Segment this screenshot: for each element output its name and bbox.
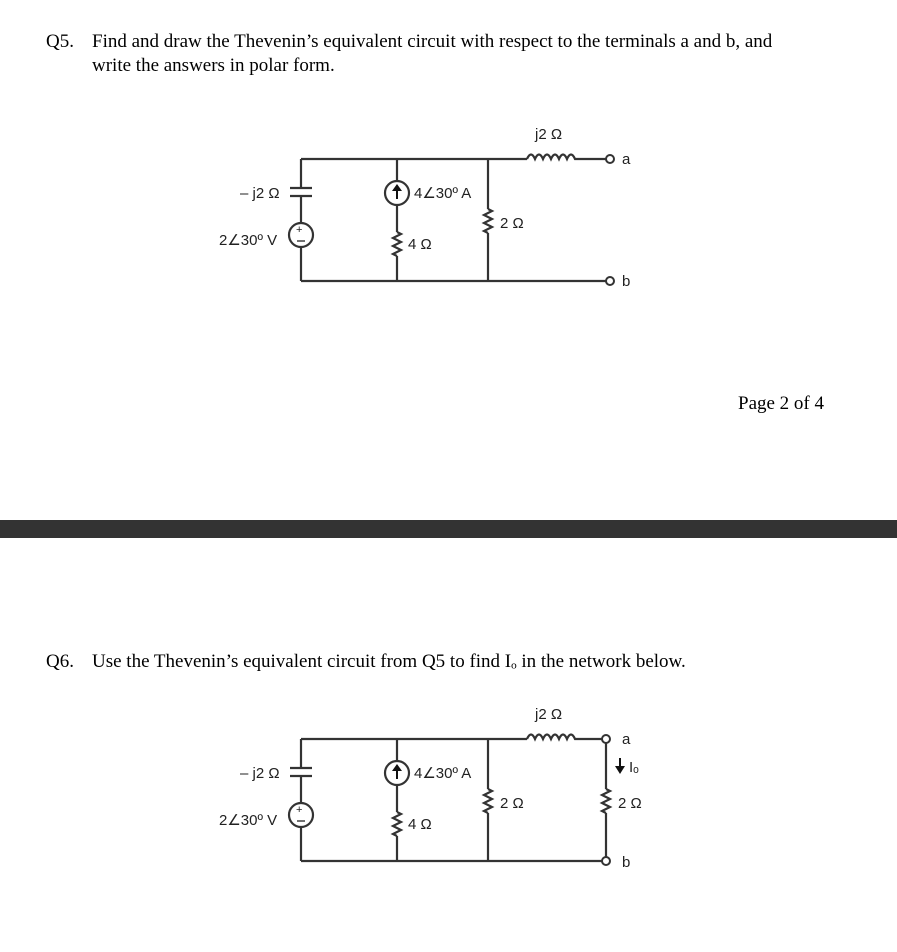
question-5-line-2: write the answers in polar form.	[92, 55, 335, 76]
q6-voltage-source	[289, 803, 313, 827]
page-separator	[0, 520, 897, 538]
q5-capacitor-label: – j2 Ω	[240, 185, 280, 202]
q5-inductor-label: j2 Ω	[535, 126, 563, 143]
q6-current-label: Iₒ	[629, 759, 639, 776]
page-number: Page 2 of 4	[738, 393, 825, 414]
q5-resistor-2	[484, 209, 492, 233]
q5-capacitor	[290, 188, 312, 196]
q6-terminal-a-node	[602, 735, 610, 743]
q6-resistor-4-label: 4 Ω	[408, 816, 432, 833]
q6-resistor-2	[484, 789, 492, 813]
q6-terminal-b-label: b	[622, 854, 631, 871]
q5-terminal-b-label: b	[622, 273, 631, 290]
q6-capacitor-label: – j2 Ω	[240, 765, 280, 782]
q5-terminal-b-node	[606, 277, 614, 285]
svg-text:+: +	[296, 804, 303, 816]
q6-capacitor	[290, 768, 312, 776]
q6-current-arrow	[615, 758, 625, 774]
q6-current-source-label: 4∠30º A	[414, 765, 472, 782]
question-5-number: Q5.	[46, 31, 74, 52]
q5-current-source	[385, 181, 409, 205]
q6-inductor	[527, 735, 606, 740]
q5-resistor-4	[393, 232, 401, 256]
question-5-line-1: Find and draw the Thevenin’s equivalent circuit with respect to the terminals a and b, and	[92, 31, 773, 52]
q5-inductor	[527, 155, 606, 160]
q5-voltage-source	[289, 223, 313, 247]
q6-resistor-4	[393, 812, 401, 836]
q6-resistor-2-label: 2 Ω	[500, 795, 524, 812]
q6-inductor-label: j2 Ω	[535, 706, 563, 723]
q6-current-source	[385, 761, 409, 785]
q6-load-resistor-label: 2 Ω	[618, 795, 642, 812]
question-6-number: Q6.	[46, 651, 74, 672]
q5-voltage-source-label: 2∠30º V	[219, 232, 278, 249]
q5-resistor-2-label: 2 Ω	[500, 215, 524, 232]
q5-current-source-label: 4∠30º A	[414, 185, 472, 202]
q5-resistor-4-label: 4 Ω	[408, 236, 432, 253]
q6-load-resistor	[602, 789, 610, 813]
q5-terminal-a-label: a	[622, 151, 631, 168]
q6-circuit-diagram	[0, 700, 897, 920]
q6-terminal-b-node	[602, 857, 610, 865]
svg-text:+: +	[296, 224, 303, 236]
q5-terminal-a-node	[606, 155, 614, 163]
q6-voltage-source-label: 2∠30º V	[219, 812, 278, 829]
q6-terminal-a-label: a	[622, 731, 631, 748]
question-6-line-1: Use the Thevenin’s equivalent circuit from Q5 to find Iₒ in the network below.	[92, 651, 686, 672]
